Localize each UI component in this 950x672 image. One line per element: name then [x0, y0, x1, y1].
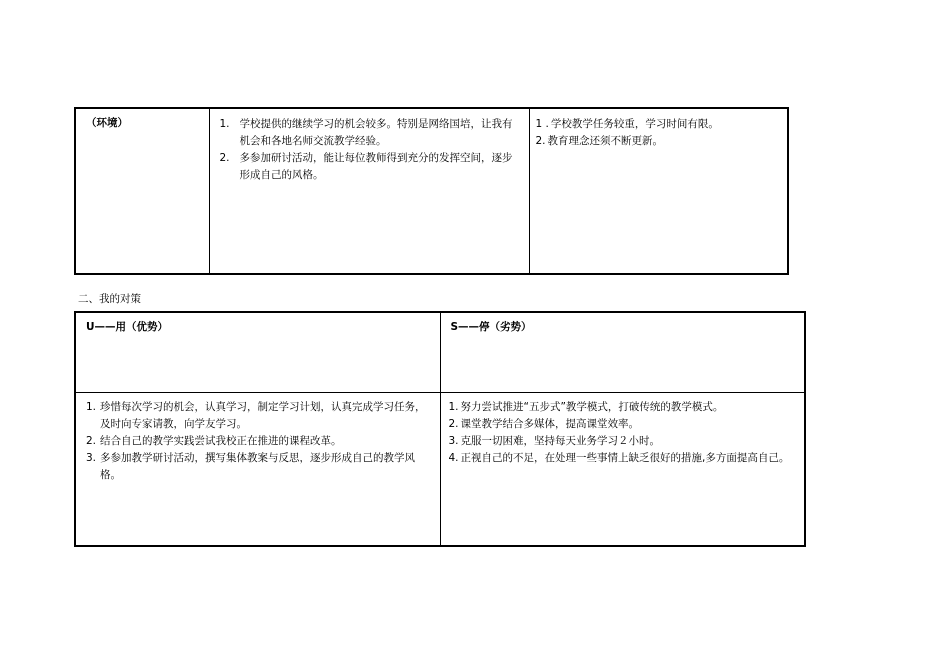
- stop-header-cell: [440, 312, 805, 392]
- threats-list: [536, 116, 782, 150]
- stop-header: S——停（劣势）: [450, 321, 532, 333]
- use-items-cell: [75, 392, 440, 546]
- list-item: 1. 学校提供的继续学习的机会较多。特别是网络国培，让我有机会和各地名师交流教学经验。: [219, 118, 513, 147]
- list-item: 2. 结合自己的教学实践尝试我校正在推进的课程改革。: [86, 434, 342, 447]
- strategy-table: [74, 311, 806, 547]
- use-list: [86, 399, 434, 484]
- stop-list: [449, 399, 799, 467]
- threats-cell: [529, 108, 788, 274]
- environment-label: （环境）: [86, 117, 128, 129]
- list-item: 2. 教育理念还须不断更新。: [535, 135, 664, 147]
- environment-table: [74, 107, 789, 275]
- use-header: U——用（优势）: [86, 321, 169, 333]
- stop-items-cell: [440, 392, 805, 546]
- list-item: 3. 多参加教学研讨活动，撰写集体教案与反思，逐步形成自己的教学风格。: [86, 451, 415, 481]
- list-item: 4. 正视自己的不足，在处理一些事情上缺乏很好的措施,多方面提高自己。: [448, 451, 790, 464]
- section-title: 二、我的对策: [78, 293, 141, 305]
- list-item: 2. 多参加研讨活动，能让每位教师得到充分的发挥空间，逐步形成自己的风格。: [219, 152, 513, 181]
- use-header-cell: [75, 312, 440, 392]
- opportunities-cell: [209, 108, 529, 274]
- list-item: 3. 克服一切困难，坚持每天业务学习２小时。: [448, 434, 661, 447]
- list-item: 1 . 学校教学任务较重，学习时间有限。: [535, 118, 719, 130]
- list-item: 1. 珍惜每次学习的机会，认真学习，制定学习计划，认真完成学习任务，及时向专家请教，向学友学习。: [86, 400, 426, 430]
- list-item: 2. 课堂教学结合多媒体，提高课堂效率。: [448, 417, 640, 430]
- opportunities-list: [220, 116, 521, 184]
- environment-label-cell: [75, 108, 209, 274]
- list-item: 1. 努力尝试推进“五步式”教学模式，打破传统的教学模式。: [448, 400, 724, 413]
